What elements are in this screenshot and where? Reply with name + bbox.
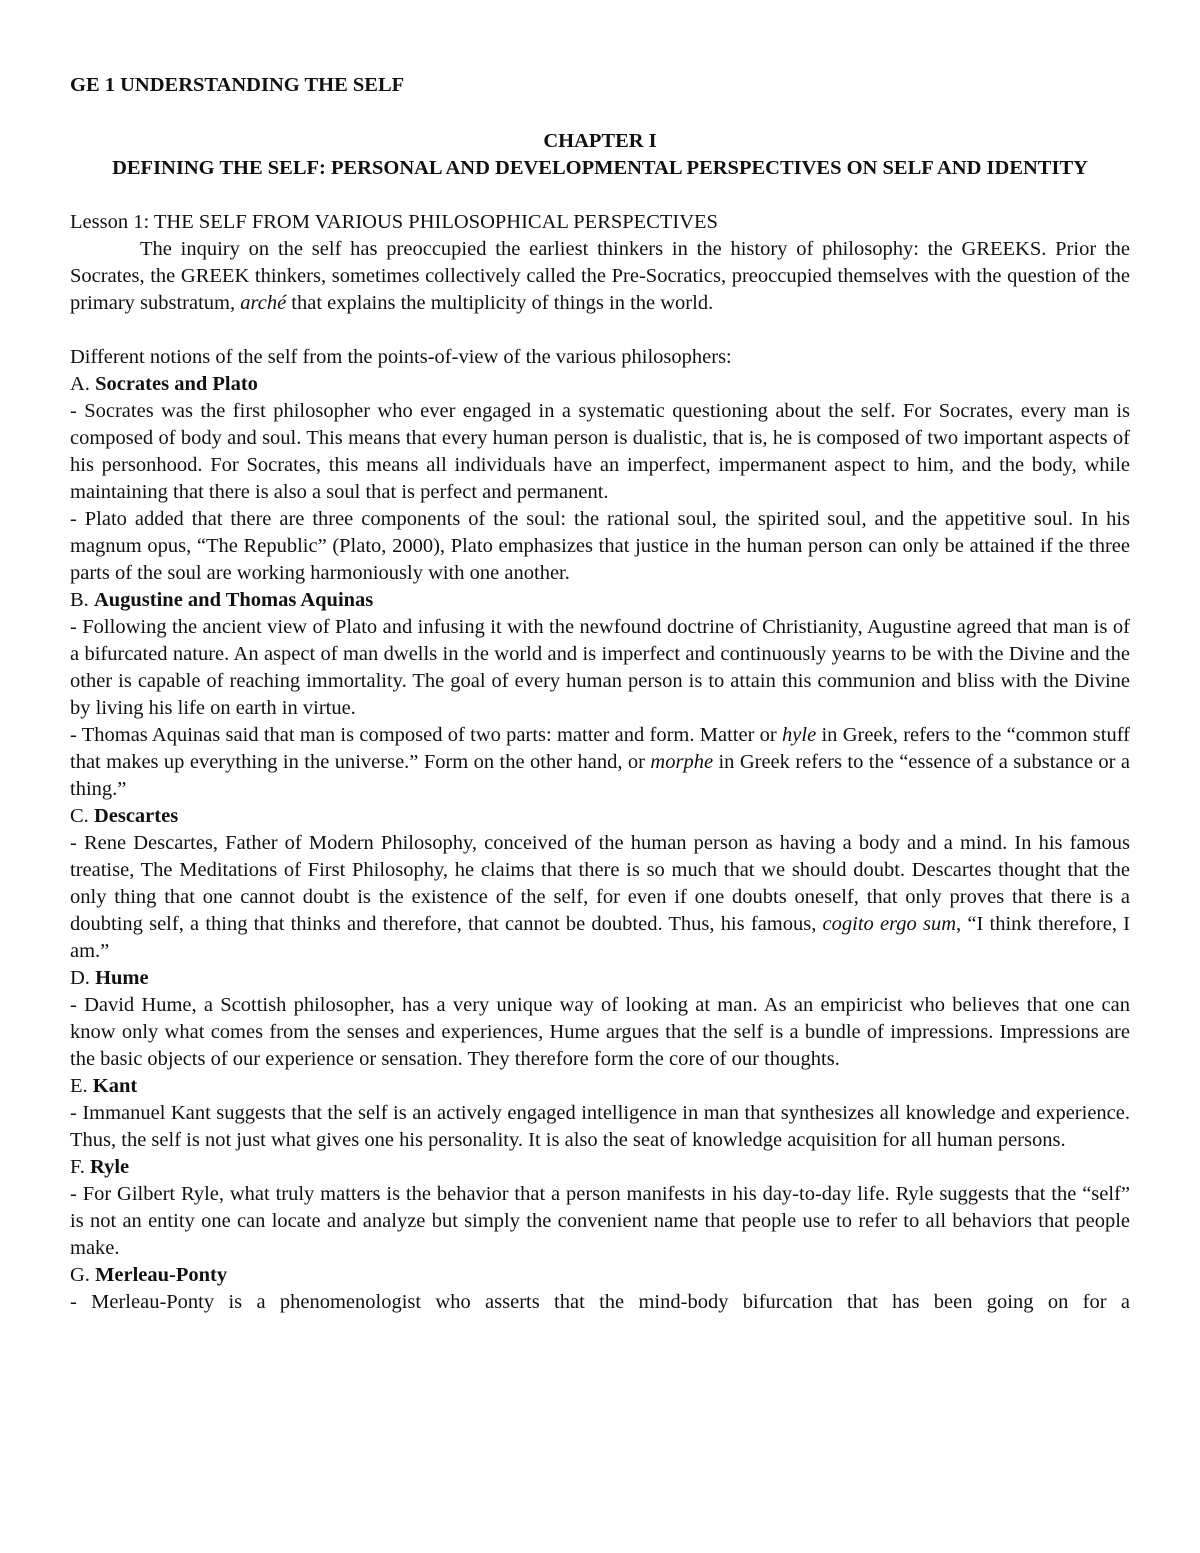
section-paragraph: - For Gilbert Ryle, what truly matters is the behavior that a person manifests in his day-to-day life. Ryle suggests that the “self” is not an entity one can locate and analyze but simply the convenient name that people use to refer to all behaviors that people make. — [70, 1183, 1130, 1259]
section-paragraph: - Rene Descartes, Father of Modern Philosophy, conceived of the human person as having a body and a mind. In his famous treatise, The Meditations of First Philosophy, he claims that there is so much that we should doubt. Descartes thought that the only thing that one cannot doubt is the existence of the self, for even if one doubts oneself, that only proves that there is a doubting self, a thing that thinks and therefore, that cannot be doubted. Thus, his famous, cogito ergo sum, “I think therefore, I am.” — [70, 832, 1130, 962]
section-heading-augustine-aquinas: B. Augustine and Thomas Aquinas — [70, 589, 374, 611]
course-title: GE 1 UNDERSTANDING THE SELF — [70, 74, 405, 96]
section-heading-descartes: C. Descartes — [70, 805, 179, 827]
section-heading-socrates-plato: A. Socrates and Plato — [70, 373, 258, 395]
chapter-number: CHAPTER I — [543, 130, 657, 152]
section-heading-ryle: F. Ryle — [70, 1156, 130, 1178]
notions-intro: Different notions of the self from the points-of-view of the various philosophers: — [70, 346, 732, 368]
section-paragraph: - Plato added that there are three components of the soul: the rational soul, the spirited soul, and the appetitive soul. In his magnum opus, “The Republic” (Plato, 2000), Plato emphasizes that justice in the human person can only be attained if the three parts of the soul are working harmoniously with one another. — [70, 508, 1130, 584]
intro-paragraph: The inquiry on the self has preoccupied the earliest thinkers in the history of philosophy: the GREEKS. Prior the Socrates, the GREEK thinkers, sometimes collectively called the Pre-Socratics, preoccupied themselves with the question of the primary substratum, arché that explains the multiplicity of things in the world. — [70, 238, 1130, 314]
section-paragraph: - Thomas Aquinas said that man is composed of two parts: matter and form. Matter or hyle in Greek, refers to the “common stuff that makes up everything in the universe.” Form on the other hand, or morphe in Greek refers to the “essence of a substance or a thing.” — [70, 724, 1131, 800]
section-heading-hume: D. Hume — [70, 967, 149, 989]
section-paragraph: - Socrates was the first philosopher who ever engaged in a systematic questioning about the self. For Socrates, every man is composed of body and soul. This means that every human person is dualistic, that is, he is composed of two important aspects of his personhood. For Socrates, this means all individuals have an imperfect, impermanent aspect to him, and the body, while maintaining that there is also a soul that is perfect and permanent. — [70, 400, 1130, 503]
section-heading-merleau-ponty: G. Merleau-Ponty — [70, 1264, 228, 1286]
document-page — [70, 72, 1130, 1316]
section-paragraph: - Following the ancient view of Plato and infusing it with the newfound doctrine of Christianity, Augustine agreed that man is of a bifurcated nature. An aspect of man dwells in the world and is imperfect and continuously yearns to be with the Divine and the other is capable of reaching immortality. The goal of every human person is to attain this communion and bliss with the Divine by living his life on earth in virtue. — [70, 616, 1130, 719]
section-heading-kant: E. Kant — [70, 1075, 138, 1097]
chapter-title: DEFINING THE SELF: PERSONAL AND DEVELOPMENTAL PERSPECTIVES ON SELF AND IDENTITY — [112, 157, 1088, 179]
lesson-title: Lesson 1: THE SELF FROM VARIOUS PHILOSOPHICAL PERSPECTIVES — [70, 211, 718, 233]
section-paragraph: - Merleau-Ponty is a phenomenologist who asserts that the mind-body bifurcation that has been going on for a — [70, 1291, 1130, 1313]
section-paragraph: - David Hume, a Scottish philosopher, has a very unique way of looking at man. As an empiricist who believes that one can know only what comes from the senses and experiences, Hume argues that the self is a bundle of impressions. Impressions are the basic objects of our experience or sensation. They therefore form the core of our thoughts. — [70, 994, 1130, 1070]
chapter-heading — [70, 128, 1130, 182]
section-paragraph: - Immanuel Kant suggests that the self is an actively engaged intelligence in man that synthesizes all knowledge and experience. Thus, the self is not just what gives one his personality. It is also the seat of knowledge acquisition for all human persons. — [70, 1102, 1130, 1151]
